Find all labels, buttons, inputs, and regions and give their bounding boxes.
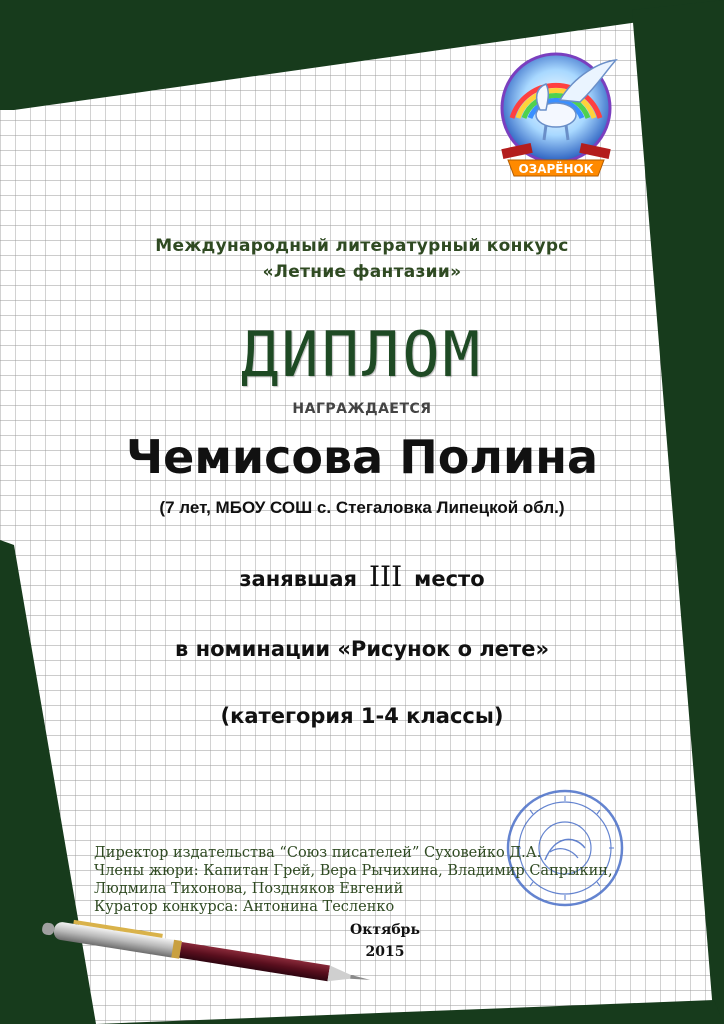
jury-block xyxy=(94,844,674,916)
contest-name: Международный литературный конкурс xyxy=(155,236,569,256)
recipient-name: Чемисова Полина xyxy=(125,430,599,484)
nomination: в номинации «Рисунок о лете» xyxy=(174,637,550,661)
jury-members-line1: Члены жюри: Капитан Грей, Вера Рычихина, Владимир Сапрыкин, xyxy=(94,863,613,879)
date-month: Октябрь xyxy=(350,922,420,938)
place-number: III xyxy=(368,560,403,593)
director-line: Директор издательства “Союз писателей” Суховейко Д.А. xyxy=(94,845,542,861)
date-year: 2015 xyxy=(365,944,405,960)
jury-members-line2: Людмила Тихонова, Поздняков Евгений xyxy=(94,881,404,897)
category: (категория 1-4 классы) xyxy=(220,704,504,728)
curator-line: Куратор конкурса: Антонина Тесленко xyxy=(94,899,395,915)
recipient-details: (7 лет, МБОУ СОШ с. Стегаловка Липецкой обл.) xyxy=(159,498,565,517)
contest-title: «Летние фантазии» xyxy=(262,262,462,282)
place-line xyxy=(0,560,724,593)
place-after: место xyxy=(414,567,485,591)
awarded-label: НАГРАЖДАЕТСЯ xyxy=(292,401,432,417)
place-before: занявшая xyxy=(239,567,357,591)
diploma-title: ДИПЛОМ xyxy=(241,318,483,391)
logo-text: ОЗАРЁНОК xyxy=(518,162,594,176)
